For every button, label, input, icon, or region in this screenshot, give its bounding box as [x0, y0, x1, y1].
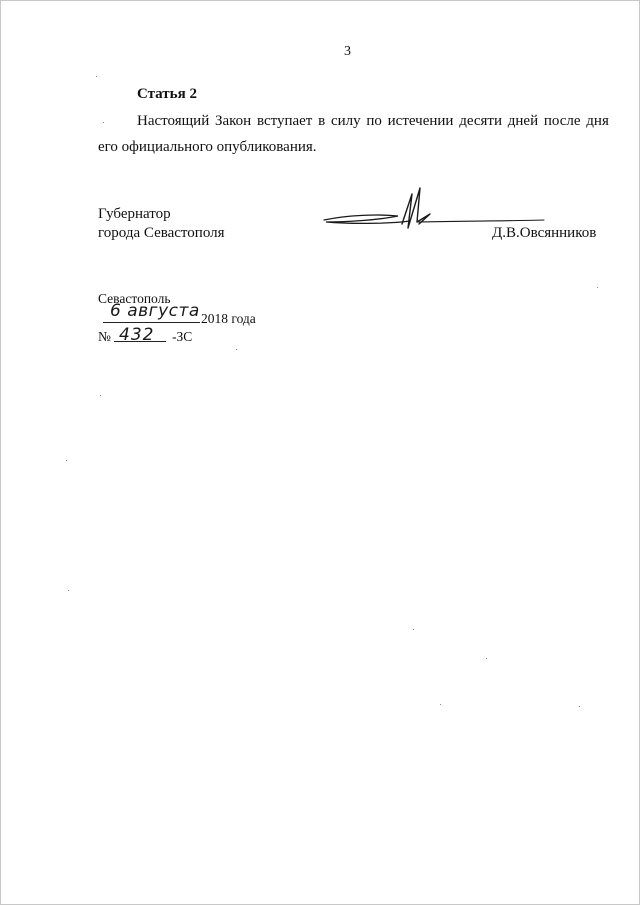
law-number-suffix: -ЗС	[172, 329, 193, 344]
article-heading: Статья 2	[137, 86, 197, 102]
handwritten-date: 6 августа	[110, 301, 200, 321]
scan-speck	[579, 706, 580, 707]
signatory-name: Д.В.Овсянников	[492, 225, 597, 241]
number-underline	[114, 341, 166, 342]
scan-speck	[103, 122, 104, 123]
scan-speck	[236, 349, 237, 350]
number-sign: №	[98, 329, 111, 344]
scan-speck	[597, 287, 598, 288]
handwritten-law-number: 432	[119, 325, 155, 345]
adoption-year: 2018 года	[201, 311, 256, 326]
scan-speck	[68, 590, 69, 591]
date-underline	[103, 322, 200, 323]
scan-speck	[96, 76, 97, 77]
article-text-line-1: Настоящий Закон вступает в силу по истечении десяти дней после дня	[137, 113, 609, 129]
page-number: 3	[344, 44, 351, 59]
handwritten-signature-icon	[318, 184, 548, 244]
adoption-place: Севастополь	[98, 291, 171, 306]
signatory-title-line-1: Губернатор	[98, 206, 171, 222]
article-text-line-2: его официального опубликования.	[98, 139, 317, 155]
scan-speck	[66, 460, 67, 461]
scan-speck	[486, 658, 487, 659]
scan-speck	[440, 704, 441, 705]
scan-speck	[100, 395, 101, 396]
signatory-title-line-2: города Севастополя	[98, 225, 225, 241]
scan-speck	[413, 629, 414, 630]
